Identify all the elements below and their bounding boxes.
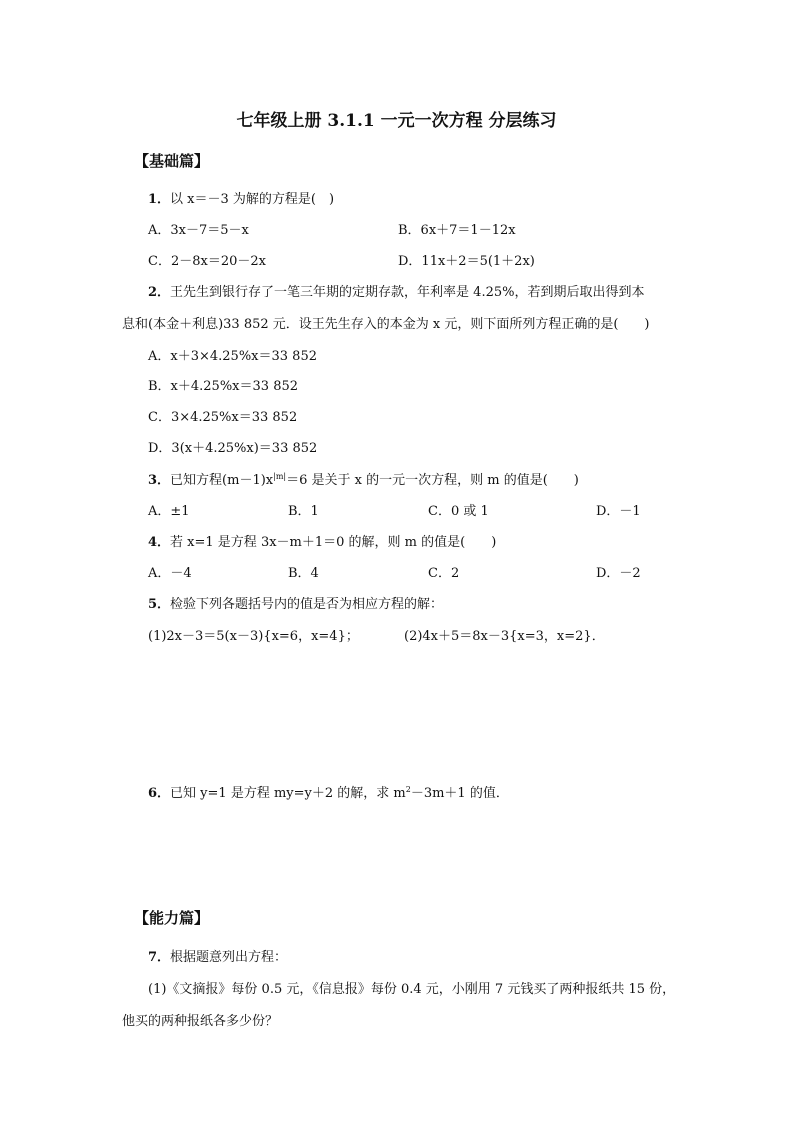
question-3 [148,469,579,488]
q3-option-a: A．±1 [148,504,190,519]
question-stem-post: －3m＋1 的值． [410,786,509,801]
section-basic-heading: 【基础篇】 [134,152,210,170]
question-number: 4． [148,535,171,550]
q1-option-c: C．2－8x＝20－2x [148,254,266,269]
question-5 [148,593,443,612]
question-stem: 根据题意列出方程： [170,950,288,965]
section-ability-heading: 【能力篇】 [134,909,210,927]
q2-option-a: A．x＋3×4.25%x＝33 852 [148,349,318,364]
q1-option-d: D．11x＋2＝5(1＋2x) [398,254,535,269]
q4-option-c: C．2 [428,566,460,581]
question-number: 2． [148,285,171,300]
question-number: 5． [148,597,171,612]
question-1 [148,188,334,207]
q2-option-b: B．x＋4.25%x＝33 852 [148,379,299,394]
q5-part-1: (1)2x－3＝5(x－3){x=6，x=4}； [148,629,359,644]
question-number: 7． [148,950,171,965]
exponent: 2 [405,785,411,794]
q4-option-b: B．4 [288,566,319,581]
question-number: 1． [148,192,171,207]
q1-option-a: A．3x－7＝5－x [148,223,249,238]
q3-option-b: B．1 [288,504,319,519]
q3-option-d: D．－1 [596,504,641,519]
question-stem-post: ＝6 是关于 x 的一元一次方程，则 m 的值是( ) [286,473,579,488]
q4-option-a: A．－4 [148,566,192,581]
q1-option-b: B．6x＋7＝1－12x [398,223,516,238]
question-number: 3． [148,473,171,488]
q3-option-c: C．0 或 1 [428,504,489,519]
question-2-stem-line2: 息和(本金＋利息)33 852 元．设王先生存入的本金为 x 元，则下面所列方程正确的是( ) [122,317,650,332]
q4-option-d: D．－2 [596,566,641,581]
question-6 [148,782,509,801]
question-stem: 检验下列各题括号内的值是否为相应方程的解： [170,597,444,612]
question-2 [148,281,644,300]
q7-part-1-line1: (1)《文摘报》每份 0.5 元，《信息报》每份 0.4 元，小刚用 7 元钱买了两种报纸共 15 份， [148,982,676,997]
question-number: 6． [148,786,171,801]
question-stem: 若 x=1 是方程 3x－m＋1＝0 的解，则 m 的值是( ) [170,535,497,550]
question-stem-line1: 王先生到银行存了一笔三年期的定期存款，年利率是 4.25%，若到期后取出得到本 [170,285,645,300]
question-stem-pre: 已知方程(m－1)x [170,473,274,488]
q2-option-d: D．3(x＋4.25%x)＝33 852 [148,441,318,456]
page-title: 七年级上册 3.1.1 一元一次方程 分层练习 [236,111,557,131]
question-4 [148,531,496,550]
question-stem-pre: 已知 y=1 是方程 my=y＋2 的解，求 m [170,786,406,801]
q5-part-2: (2)4x＋5＝8x－3{x=3，x=2}． [404,629,605,644]
question-stem: 以 x＝－3 为解的方程是( ) [170,192,335,207]
question-7 [148,946,287,965]
q7-part-1-line2: 他买的两种报纸各多少份？ [122,1014,279,1029]
exponent: |m| [273,472,287,481]
q2-option-c: C．3×4.25%x＝33 852 [148,410,298,425]
